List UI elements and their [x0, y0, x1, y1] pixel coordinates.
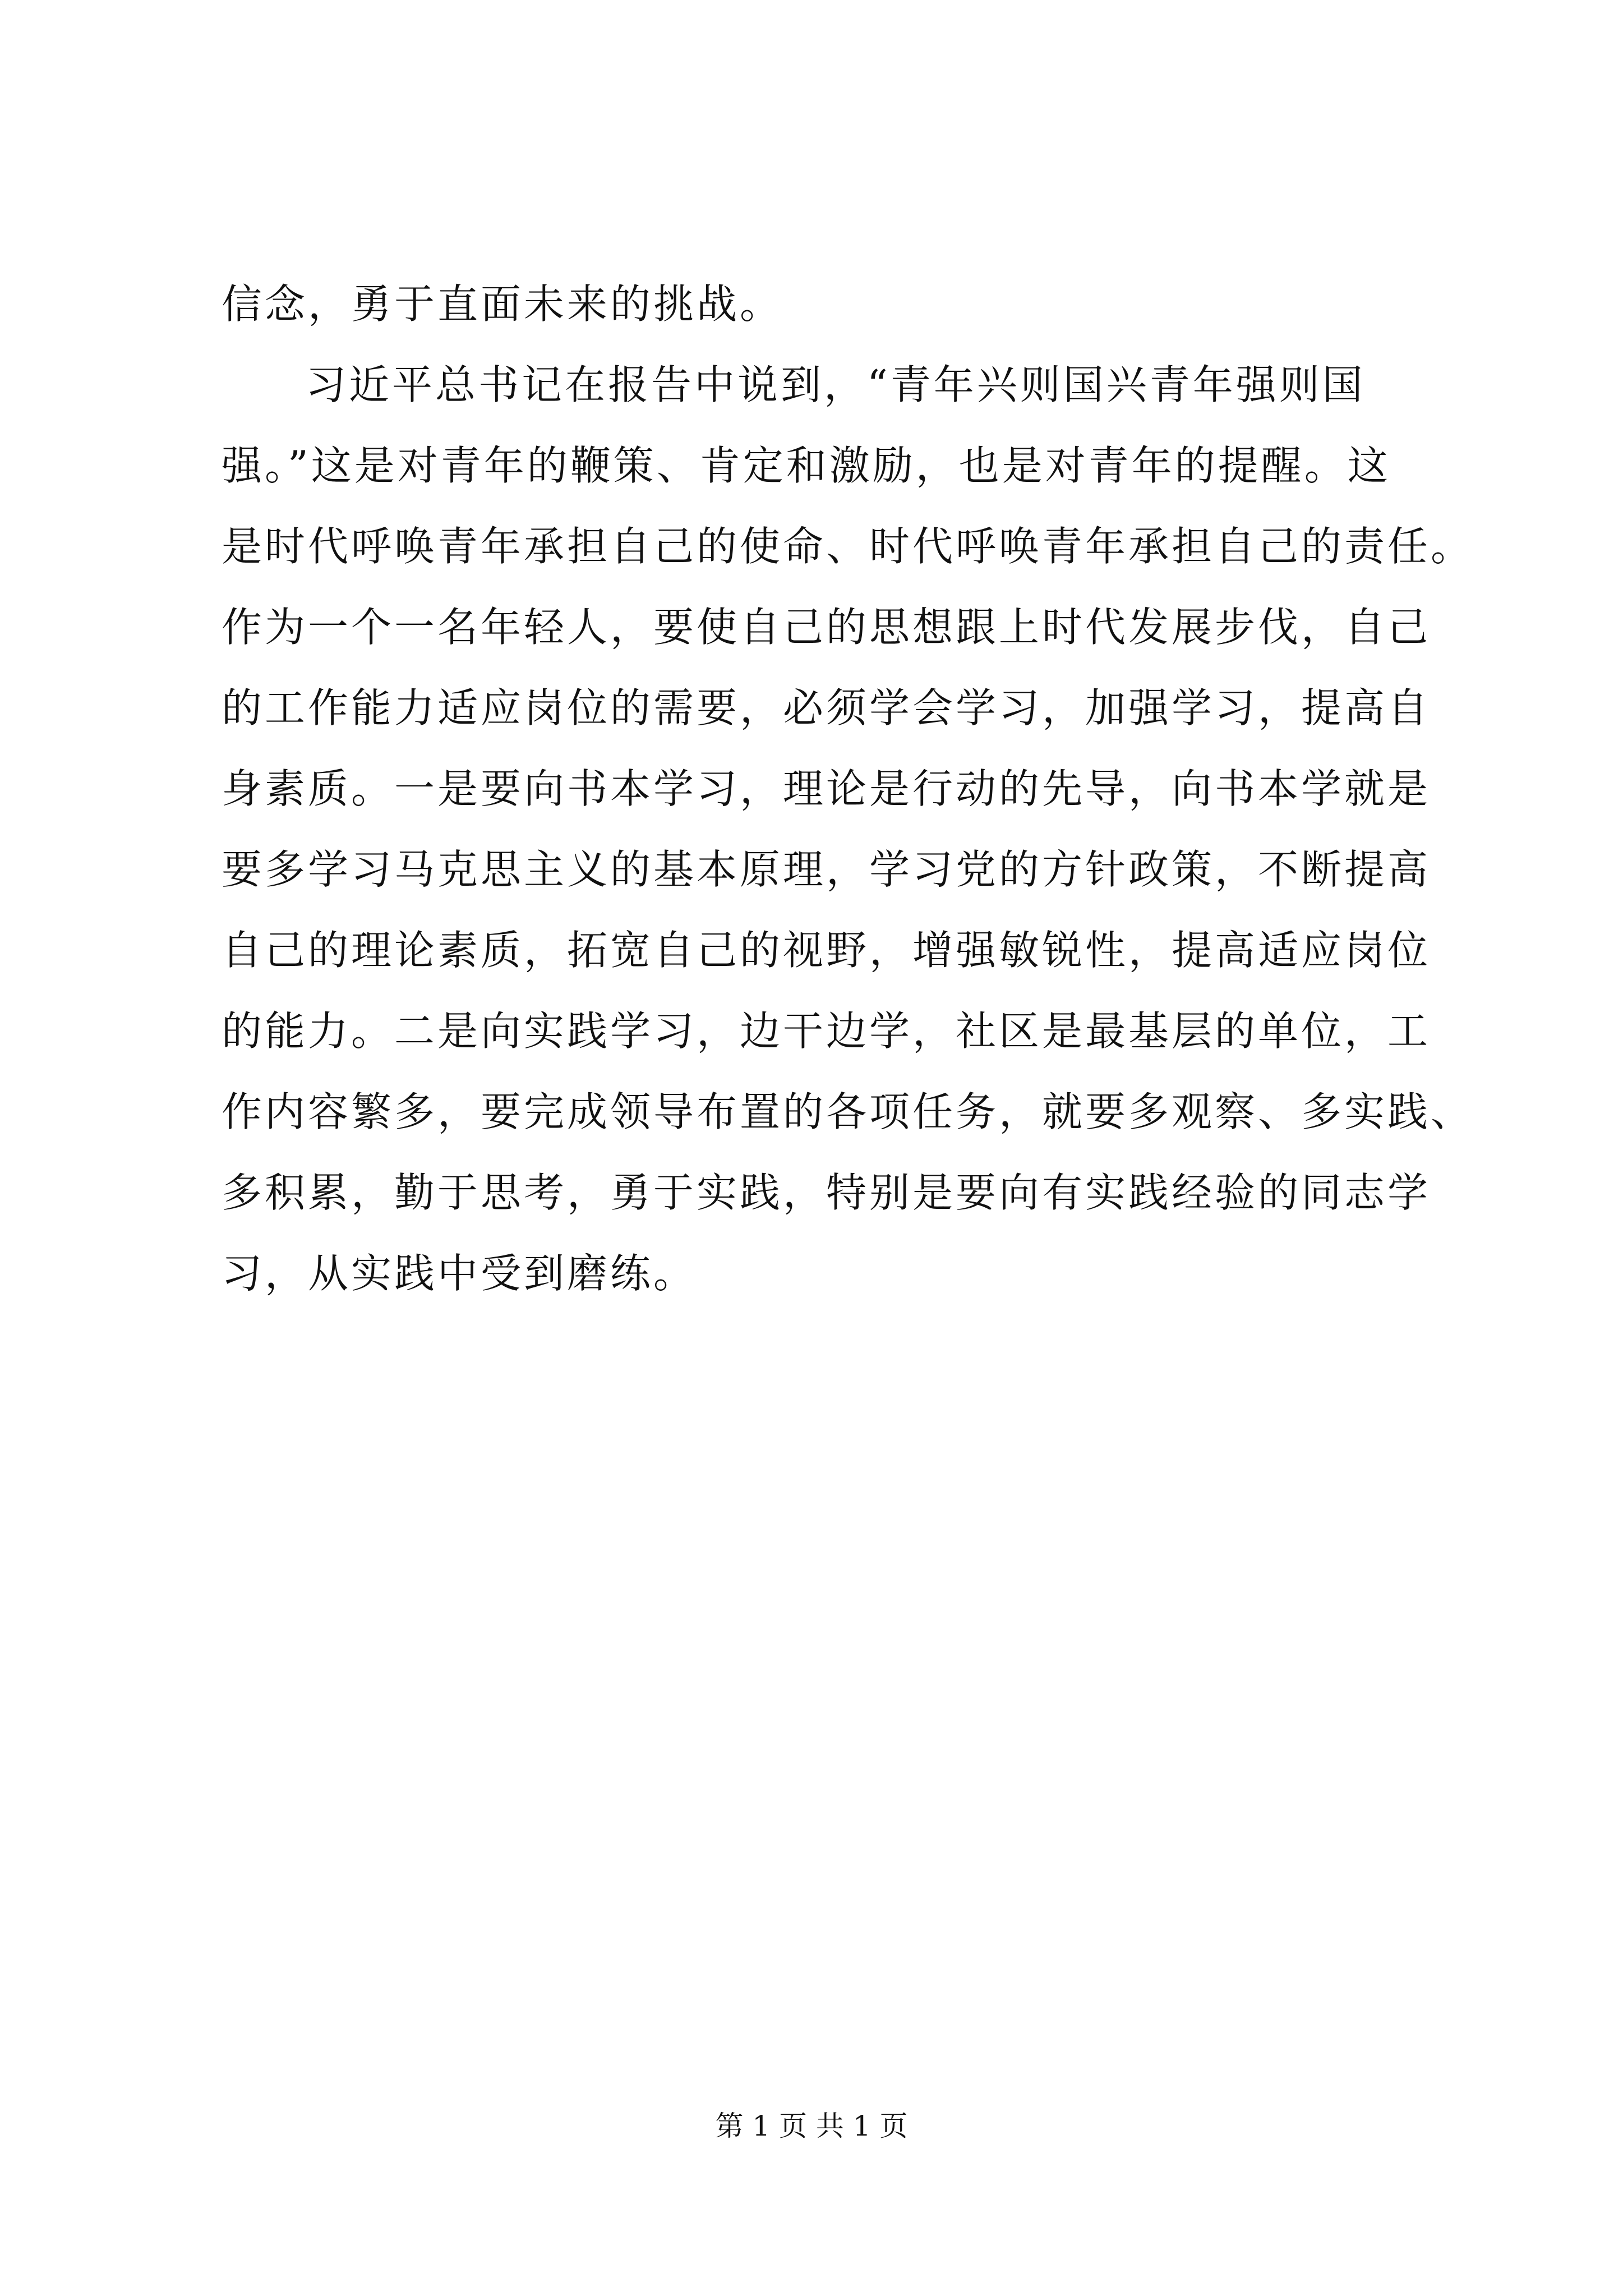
body-text — [222, 264, 1474, 1314]
text-line-13: 习，从实践中受到磨练。 — [222, 1250, 697, 1297]
text-line-5: 作为一个一名年轻人，要使自己的思想跟上时代发展步伐，自己 — [222, 604, 1431, 651]
text-line-9: 自己的理论素质，拓宽自己的视野，增强敏锐性，提高适应岗位 — [222, 927, 1431, 974]
text-line-4: 是时代呼唤青年承担自己的使命、时代呼唤青年承担自己的责任。 — [222, 523, 1474, 570]
text-line-12: 多积累，勤于思考，勇于实践，特别是要向有实践经验的同志学 — [222, 1169, 1431, 1216]
text-line-6: 的工作能力适应岗位的需要，必须学会学习，加强学习，提高自 — [222, 684, 1431, 731]
text-line-3: 强。”这是对青年的鞭策、肯定和激励，也是对青年的提醒。这 — [222, 442, 1391, 489]
text-line-7: 身素质。一是要向书本学习，理论是行动的先导，向书本学就是 — [222, 765, 1431, 812]
text-line-10: 的能力。二是向实践学习，边干边学，社区是最基层的单位，工 — [222, 1007, 1431, 1055]
text-line-1: 信念，勇于直面未来的挑战。 — [222, 280, 783, 328]
text-line-11: 作内容繁多，要完成领导布置的各项任务，就要多观察、多实践、 — [222, 1088, 1474, 1135]
text-line-8: 要多学习马克思主义的基本原理，学习党的方针政策，不断提高 — [222, 846, 1431, 893]
page-footer: 第 1 页 共 1 页 — [715, 2110, 908, 2142]
text-line-2: 习近平总书记在报告中说到，“青年兴则国兴青年强则国 — [306, 361, 1366, 408]
